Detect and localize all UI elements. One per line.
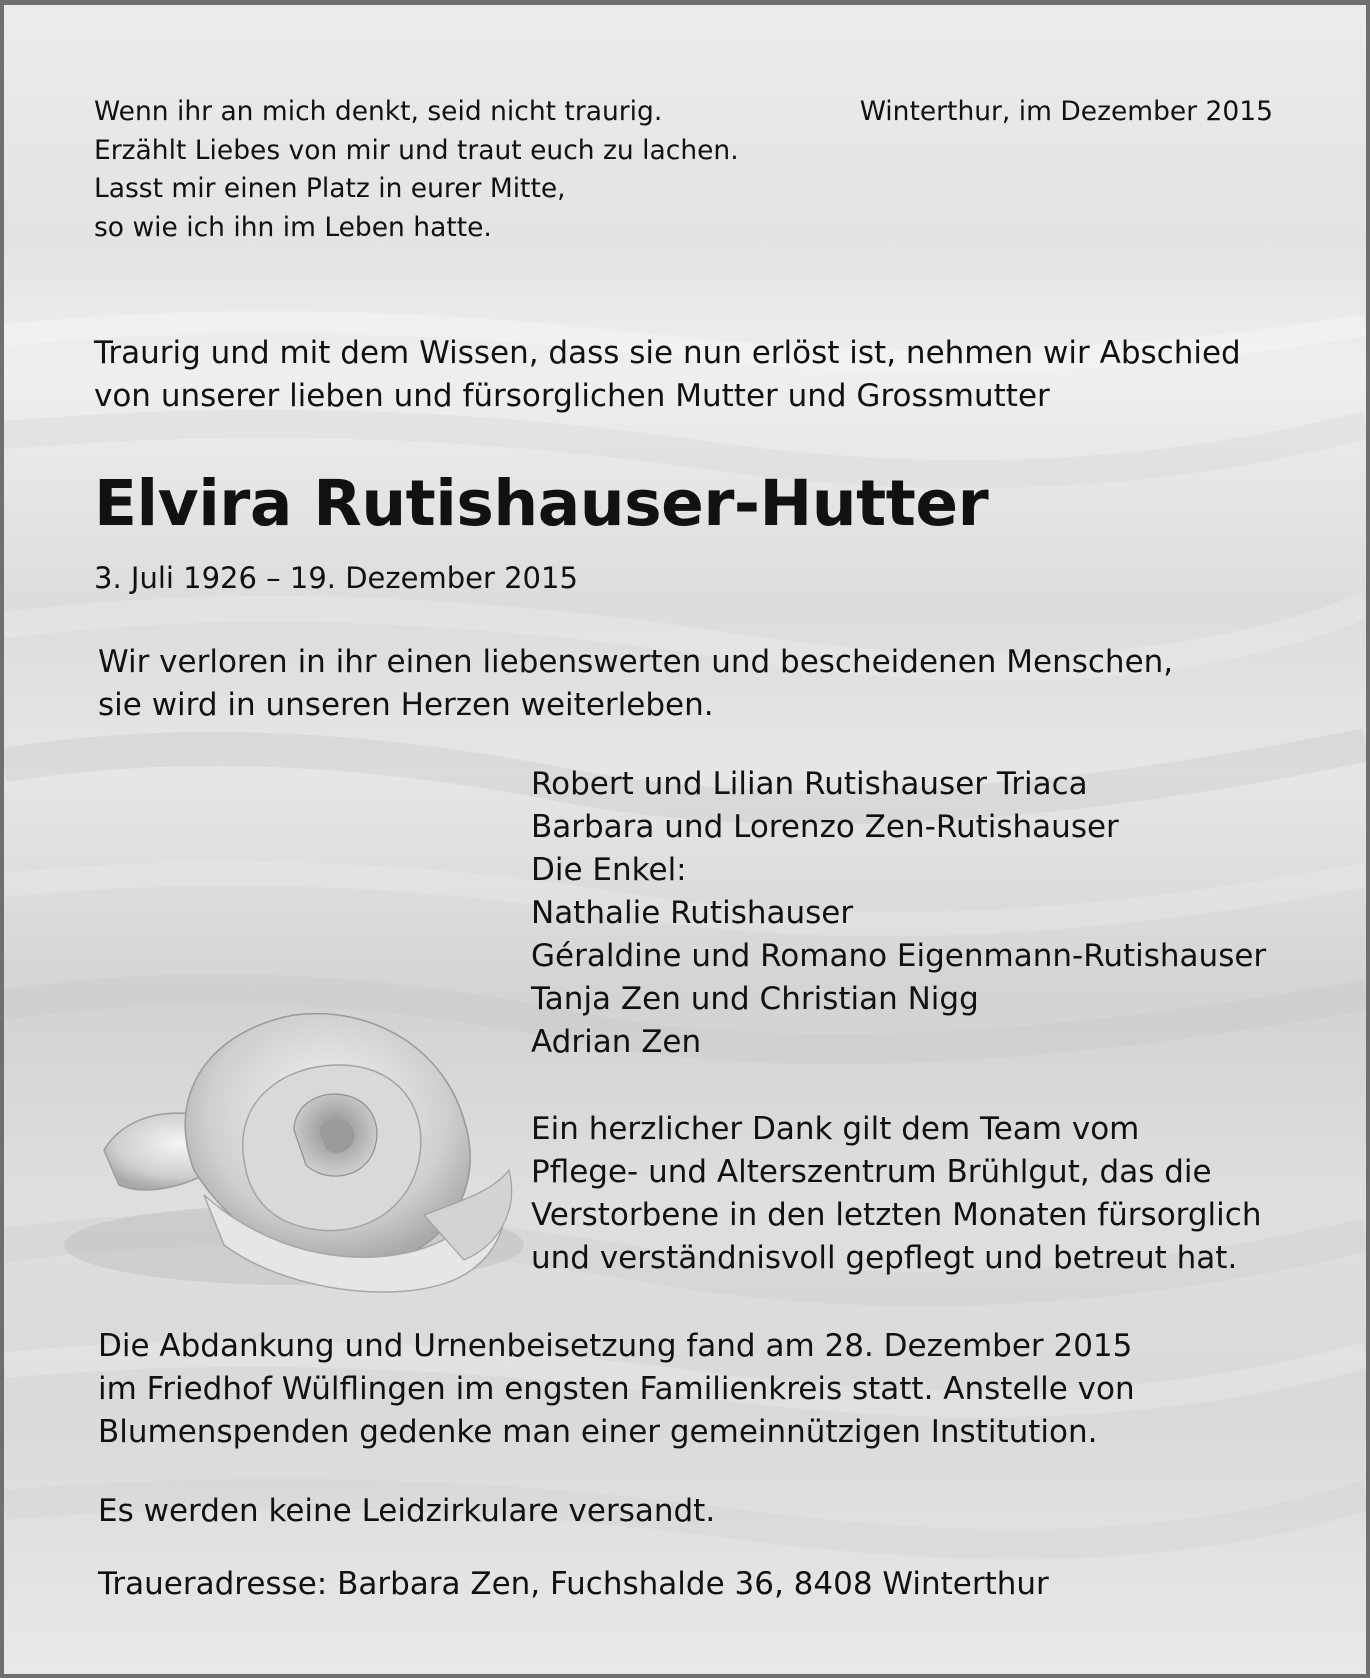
poem-line: Erzählt Liebes von mir und traut euch zu lachen. xyxy=(94,134,739,166)
tribute-line: sie wird in unseren Herzen weiterleben. xyxy=(98,687,714,723)
mourner-entry: Adrian Zen xyxy=(531,1024,702,1060)
place-date: Winterthur, im Dezember 2015 xyxy=(859,96,1273,127)
tribute-text xyxy=(98,641,1173,727)
deceased-name: Elvira Rutishauser-Hutter xyxy=(94,467,989,540)
thanks-line: und verständnisvoll gepflegt und betreut hat. xyxy=(531,1240,1238,1276)
life-dates: 3. Juli 1926 – 19. Dezember 2015 xyxy=(94,561,578,595)
intro-line: Traurig und mit dem Wissen, dass sie nun erlöst ist, nehmen wir Abschied xyxy=(94,335,1241,371)
memorial-poem xyxy=(94,93,739,247)
announcement-intro xyxy=(94,332,1241,418)
mourner-entry: Nathalie Rutishauser xyxy=(531,895,854,931)
mourner-entry: Die Enkel: xyxy=(531,852,687,888)
service-line: Die Abdankung und Urnenbeisetzung fand am 28. Dezember 2015 xyxy=(98,1328,1133,1364)
rose-icon xyxy=(64,1014,524,1292)
thanks-line: Pflege- und Alterszentrum Brühlgut, das die xyxy=(531,1154,1212,1190)
tribute-line: Wir verloren in ihr einen liebenswerten und bescheidenen Menschen, xyxy=(98,644,1174,680)
mourner-entry: Géraldine und Romano Eigenmann-Rutishauser xyxy=(531,938,1267,974)
mourner-entry: Tanja Zen und Christian Nigg xyxy=(531,981,979,1017)
mourner-entry: Barbara und Lorenzo Zen-Rutishauser xyxy=(531,809,1119,845)
mourning-address: Traueradresse: Barbara Zen, Fuchshalde 36, 8408 Winterthur xyxy=(98,1566,1049,1602)
thanks-line: Ein herzlicher Dank gilt dem Team vom xyxy=(531,1111,1140,1147)
service-line: im Friedhof Wülflingen im engsten Familienkreis statt. Anstelle von xyxy=(98,1371,1135,1407)
poem-line: Wenn ihr an mich denkt, seid nicht traurig. xyxy=(94,96,663,127)
service-info xyxy=(98,1325,1135,1454)
mourners-list xyxy=(531,763,1266,1064)
mourner-entry: Robert und Lilian Rutishauser Triaca xyxy=(531,766,1088,802)
thanks-line: Verstorbene in den letzten Monaten fürsorglich xyxy=(531,1197,1262,1233)
poem-line: Lasst mir einen Platz in eurer Mitte, xyxy=(94,173,566,204)
thanks-text xyxy=(531,1108,1261,1280)
poem-line: so wie ich ihn im Leben hatte. xyxy=(94,211,492,243)
service-line: Blumenspenden gedenke man einer gemeinnützigen Institution. xyxy=(98,1414,1098,1450)
circular-note: Es werden keine Leidzirkulare versandt. xyxy=(98,1493,716,1529)
intro-line: von unserer lieben und fürsorglichen Mutter und Grossmutter xyxy=(94,378,1050,414)
